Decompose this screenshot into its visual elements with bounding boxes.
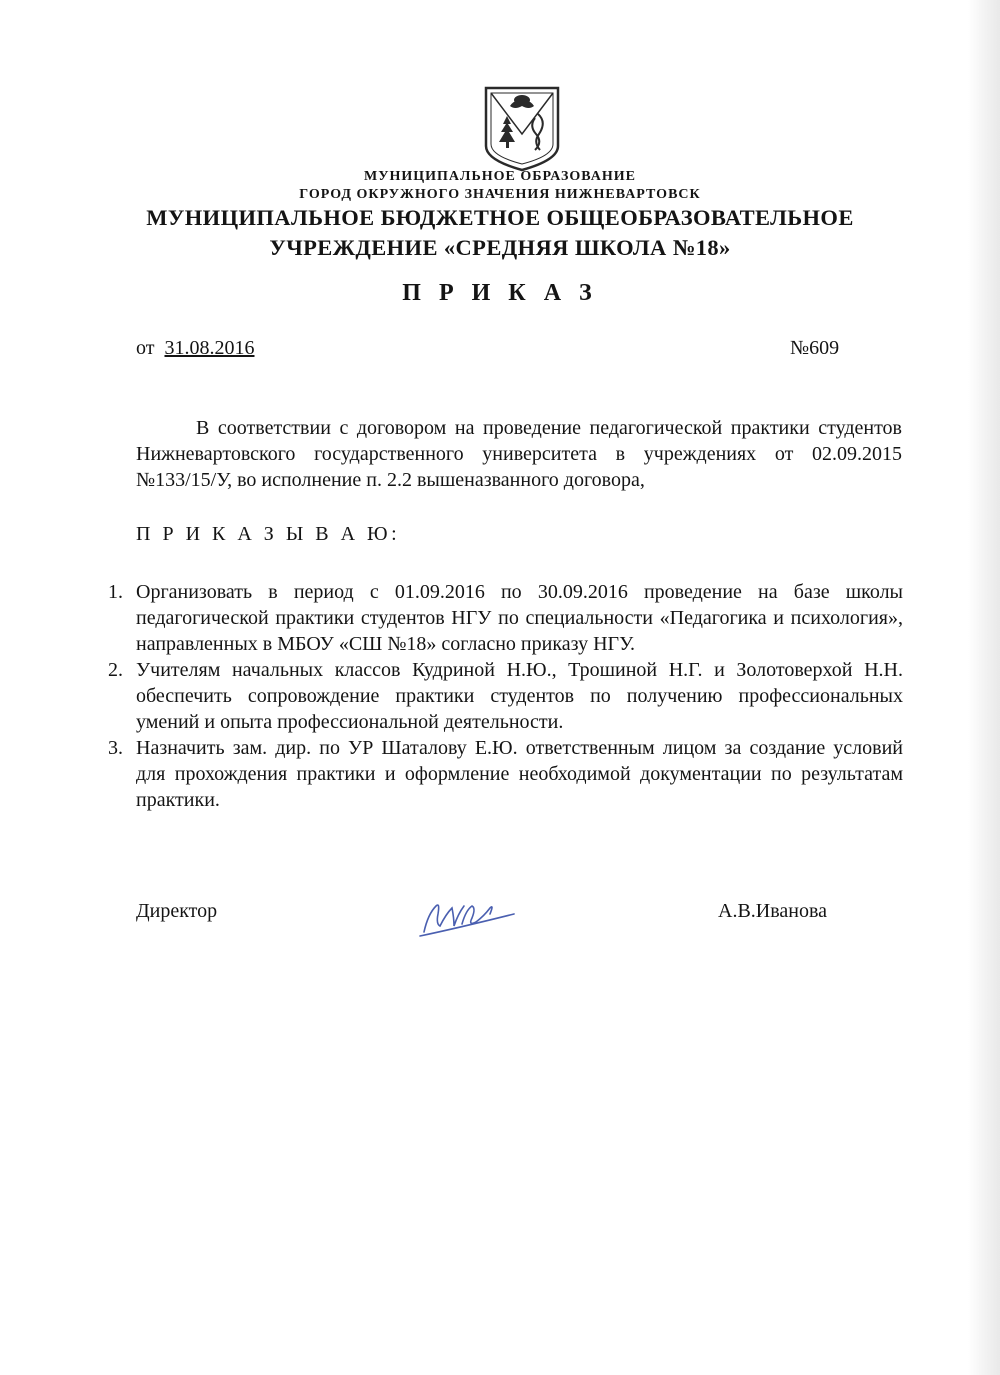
school-name-line-2: УЧРЕЖДЕНИЕ «СРЕДНЯЯ ШКОЛА №18»: [269, 235, 731, 260]
order-item-number: 2.: [108, 659, 123, 681]
order-item: [108, 657, 903, 735]
order-item: [108, 579, 903, 657]
preamble-paragraph: В соответствии с договором на проведение педагогической практики студентов Нижневартовского государственного университета в учреждениях от 02.09.2015 №133/15/У, во исполнение п. 2.2 вышеназванного договора,: [136, 417, 902, 491]
order-date: [136, 337, 254, 360]
school-name-line-1: МУНИЦИПАЛЬНОЕ БЮДЖЕТНОЕ ОБЩЕОБРАЗОВАТЕЛЬНОЕ: [146, 205, 854, 230]
municipality-line-2: ГОРОД ОКРУЖНОГО ЗНАЧЕНИЯ НИЖНЕВАРТОВСК: [299, 187, 701, 202]
order-item-number: 3.: [108, 737, 123, 759]
order-item-text: Учителям начальных классов Кудриной Н.Ю., Трошиной Н.Г. и Золотоверхой Н.Н. обеспечить сопровождение практики студентов по получению профессиональных умений и опыта профессиональной деятельности.: [136, 659, 903, 733]
document-title: П Р И К А З: [402, 280, 598, 306]
order-items-list: [108, 579, 903, 813]
order-item: [108, 735, 903, 813]
order-item-text: Организовать в период с 01.09.2016 по 30.09.2016 проведение на базе школы педагогической практики студентов НГУ по специальности «Педагогика и психология», направленных в МБОУ «СШ №18» согласно приказу НГУ.: [136, 581, 903, 655]
handwritten-signature-icon: [418, 884, 518, 944]
signatory-role: Директор: [136, 900, 218, 922]
order-directive: П Р И К А З Ы В А Ю:: [136, 523, 401, 545]
date-value: 31.08.2016: [164, 337, 255, 359]
order-item-text: Назначить зам. дир. по УР Шаталову Е.Ю. ответственным лицом за создание условий для прохождения практики и оформление необходимой документации по результатам практики.: [136, 737, 903, 811]
date-prefix: от: [136, 337, 155, 359]
order-number: №609: [790, 337, 840, 359]
municipality-line-1: МУНИЦИПАЛЬНОЕ ОБРАЗОВАНИЕ: [364, 169, 636, 184]
city-coat-of-arms-icon: [483, 86, 561, 172]
signatory-name: А.В.Иванова: [718, 900, 828, 922]
order-item-number: 1.: [108, 581, 123, 603]
